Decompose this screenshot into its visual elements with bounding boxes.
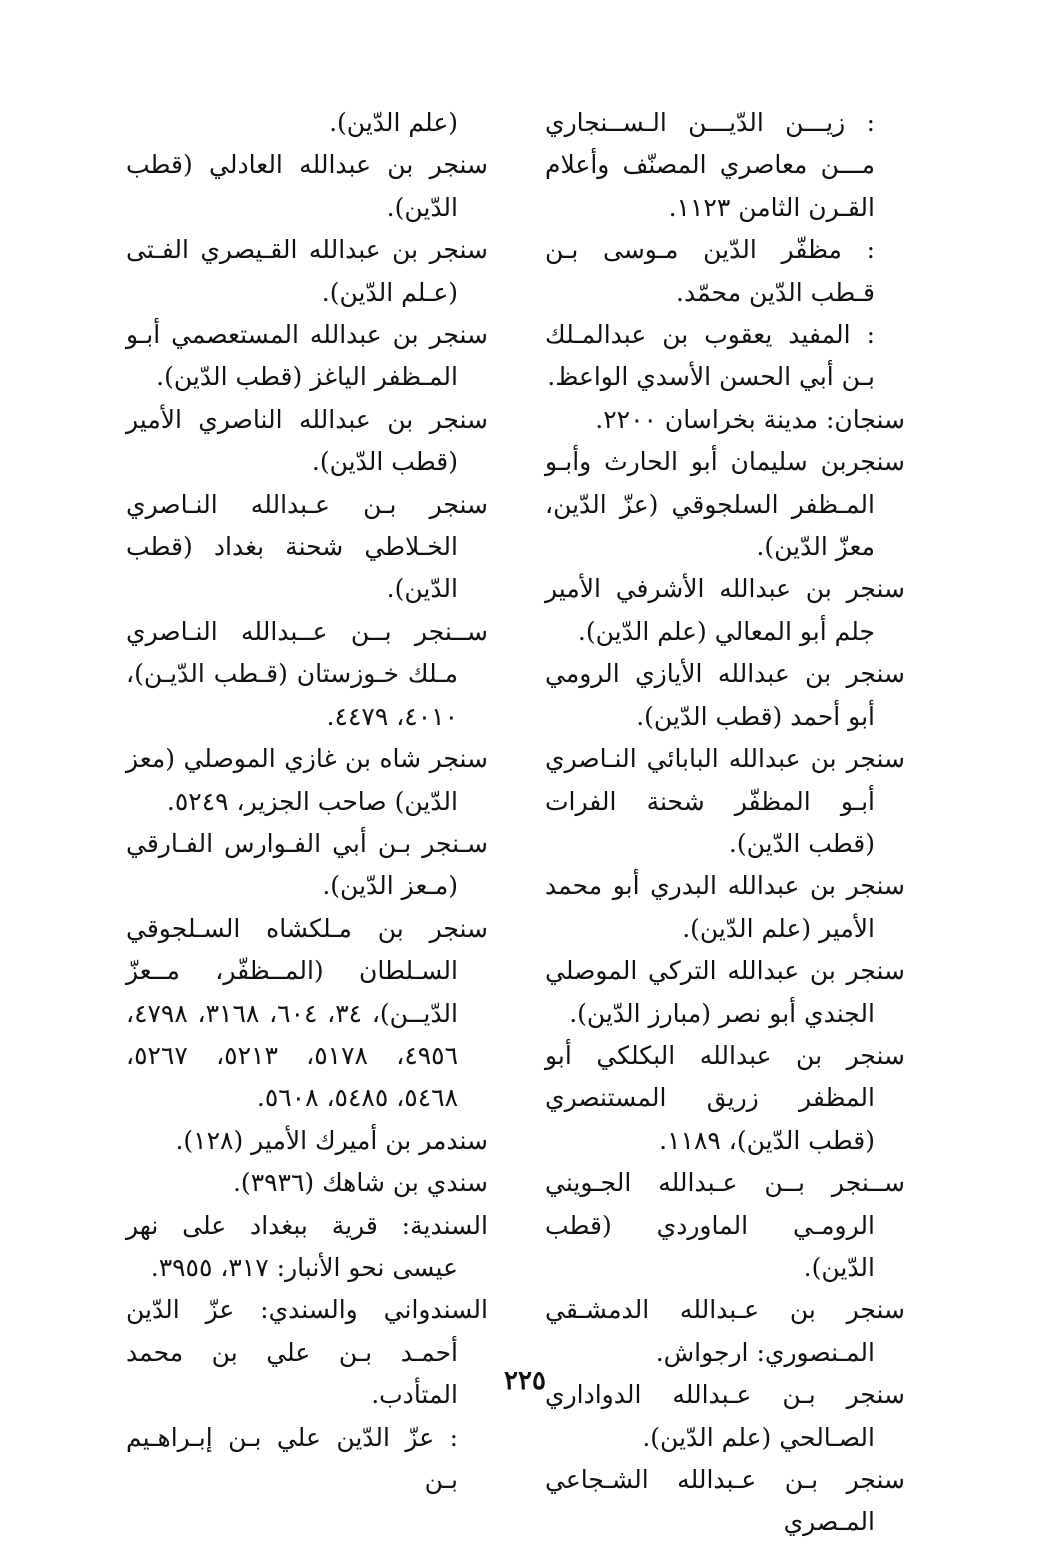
index-entry: سنجر بن مـلكشاه السـلجوقي السـلطان (المــظفّر، مــعزّ الدّيــن)، ٣٤، ٦٠٤، ٣١٦٨، ٤٧٩٨، ٤٩٥٦، ٥١٧٨، ٥٢١٣، ٥٢٦٧، ٥٤٦٨، ٥٤٨٥، ٥٦٠٨. <box>126 913 488 1113</box>
index-entry: ســنجر بــن عـبدالله الجـويني الرومـي الماوردي (قطب الدّين). <box>545 1168 905 1282</box>
index-entry: سنجر بن عبدالله المستعصمي أبـو المـظفر الياغز (قطب الدّين). <box>126 320 488 392</box>
index-column-right <box>545 102 905 1544</box>
index-entry: سندمر بن أميرك الأمير (١٢٨). <box>175 1125 488 1155</box>
index-column-left <box>126 102 488 1501</box>
index-entry: : عزّ الدّين علي بـن إبـراهـيم بـن <box>126 1422 458 1494</box>
index-entry: سندي بن شاهك (٣٩٣٦). <box>232 1168 488 1198</box>
index-entry: سنجر بن عبدالله الأيازي الرومي أبو أحمد (قطب الدّين). <box>545 659 905 731</box>
index-entry: سنجر بـن عـبدالله الدواداري الصـالحي (علم الدّين). <box>545 1380 905 1452</box>
index-entry: سنجان: مدينة بخراسان ٢٢٠٠. <box>595 404 905 434</box>
index-entry: ســنجر بــن عــبدالله النـاصري مـلك خـوزستان (قـطب الدّيـن)، ٤٠١٠، ٤٤٧٩. <box>126 616 488 731</box>
index-entry: سنجر بن عبدالله العادلي (قطب الدّين). <box>126 150 488 222</box>
index-entry: : المفيد يعقوب بن عبدالمـلك بـن أبي الحسن الأسدي الواعظ. <box>545 320 875 392</box>
index-entry: سنجر بـن عـبدالله الشـجاعي المـصري <box>545 1465 905 1537</box>
index-entry: السندية: قرية ببغداد على نهر عيسى نحو الأنبار: ٣١٧، ٣٩٥٥. <box>126 1210 488 1282</box>
index-entry: سنجربن سليمان أبو الحارث وأبـو المـظفر السلجوقي (عزّ الدّين، معزّ الدّين). <box>545 447 905 562</box>
index-entry: السندواني والسندي: عزّ الدّين أحمـد بـن علي بن محمد المتأدب. <box>126 1295 488 1410</box>
index-entry: سنجر بن عبدالله البدري أبو محمد الأمير (علم الدّين). <box>545 871 905 943</box>
index-entry: سنجر بن عبدالله الأشرفي الأمير جلم أبو المعالي (علم الدّين). <box>545 574 905 646</box>
index-entry: سنجر بن عبدالله القـيصري الفـتى (عـلم الدّين). <box>126 235 488 307</box>
index-entry: سنجر بن عبدالله التركي الموصلي الجندي أبو نصر (مبارز الدّين). <box>545 956 905 1028</box>
page-number: ٢٢٥ <box>504 1366 546 1396</box>
index-entry: سـنجر بـن أبي الفـوارس الفـارقي (مـعز الدّين). <box>126 828 488 901</box>
index-entry: (علم الدّين). <box>329 108 458 137</box>
index-entry: سنجر بن عبدالله البكلكي أبو المظفر زريق المستنصري (قطب الدّين)، ١١٨٩. <box>545 1040 905 1155</box>
index-entry: سنجر بـن عـبدالله النـاصري الخـلاطي شحنة بغداد (قطب الدّين). <box>126 489 488 604</box>
index-entry: سنجر بن عـبدالله الدمشـقي المـنصوري: ارجواش. <box>545 1295 905 1367</box>
index-entry: سنجر شاه بن غازي الموصلي (معز الدّين) صاحب الجزير، ٥٢٤٩. <box>126 744 488 816</box>
index-entry: : زيـــن الدّيـــن الـســنجاري مـــن معاصري المصنّف وأعلام القـرن الثامن ١١٢٣. <box>545 108 875 222</box>
index-entry: : مظفّر الدّين مـوسى بـن قـطب الدّين محمّد. <box>545 235 875 307</box>
index-entry: سنجر بن عبدالله الناصري الأمير (قطب الدّين). <box>126 404 488 477</box>
index-entry: سنجر بن عبدالله البابائي النـاصري أبـو المظفّر شحنة الفرات (قطب الدّين). <box>545 744 905 858</box>
